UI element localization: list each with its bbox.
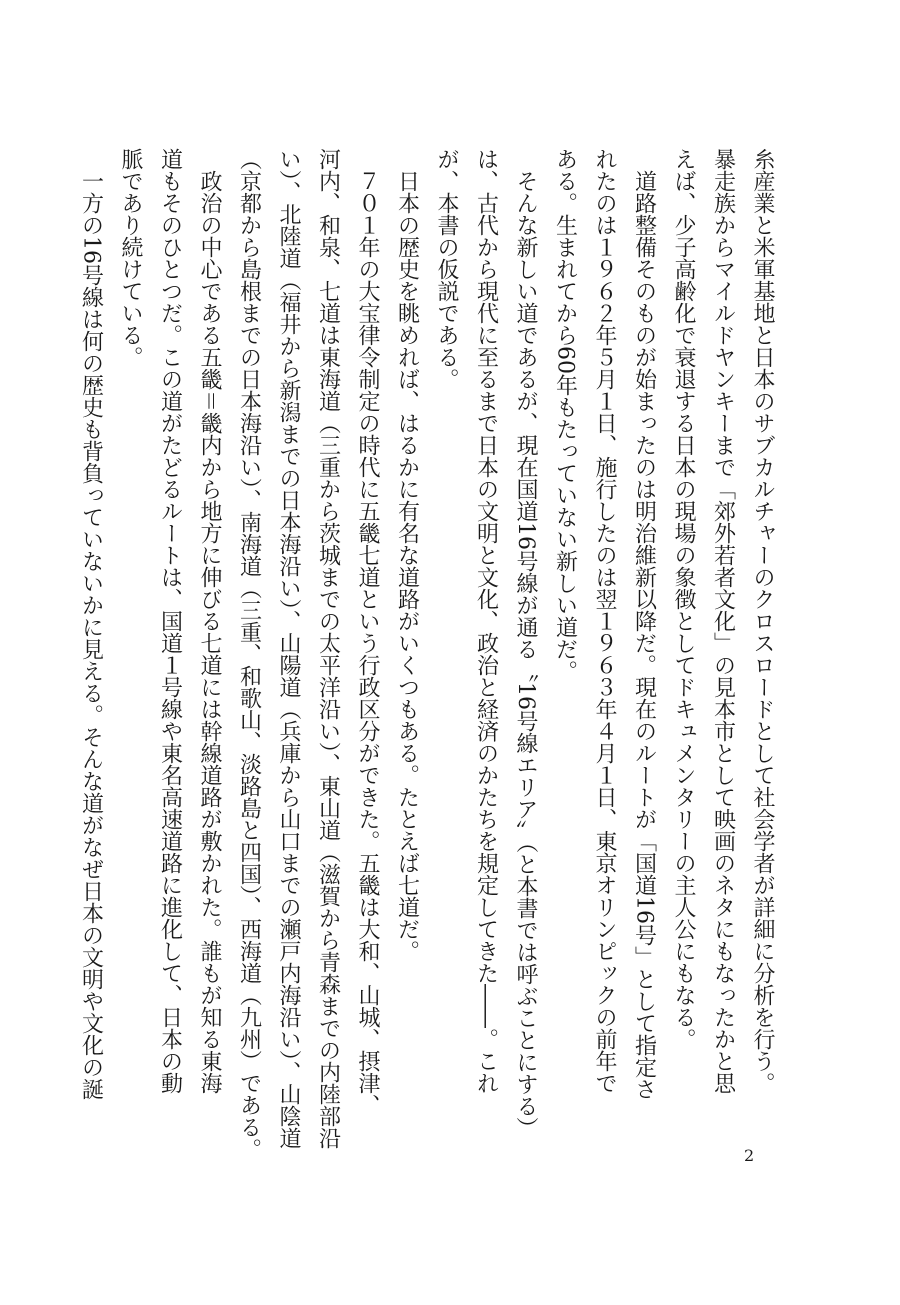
text-line: ７０１年の大宝律令制定の時代に五畿七道という行政区分ができた。五畿は大和、山城、摂津、 bbox=[355, 170, 380, 1116]
text-line: が、本書の仮説である。 bbox=[434, 148, 459, 390]
text-line: えば、少子高齢化で衰退する日本の現場の象徴としてドキュメンタリーの主人公にもなる。 bbox=[671, 148, 696, 1050]
text-line: い）、北陸道（福井から新潟までの日本海沿い）、山陽道（兵庫から山口までの瀬戸内海沿い）、山陰道 bbox=[276, 148, 301, 1149]
text-line: は、古代から現代に至るまで日本の文明と文化、政治と経済のかたちを規定してきた――。これ bbox=[473, 148, 499, 1094]
text-line: 糸産業と米軍基地と日本のサブカルチャーのクロスロードとして社会学者が詳細に分析を行う。 bbox=[750, 148, 775, 1094]
page-number: 2 bbox=[744, 1146, 755, 1165]
text-line: 暴走族からマイルドヤンキーまで「郊外若者文化」の見本市として映画のネタにもなったかと思 bbox=[710, 148, 736, 1094]
text-line: 日本の歴史を眺めれば、はるかに有名な道路がいくつもある。たとえば七道だ。 bbox=[394, 170, 420, 962]
text-line: 河内、和泉、七道は東海道（三重から茨城までの太平洋沿い）、東山道（滋賀から青森までの内陸部沿 bbox=[315, 148, 341, 1149]
text-line: （京都から島根までの日本海沿い）、南海道（三重、和歌山、淡路島と四国）、西海道（九州）である。 bbox=[236, 148, 262, 1160]
text-line: 道もそのひとつだ。この道がたどるルートは、国道１号線や東名高速道路に進化して、日本の動 bbox=[157, 148, 183, 1094]
text-line: れたのは１９６２年５月１日、施行したのは翌１９６３年４月１日、東京オリンピックの前年で bbox=[592, 148, 617, 1094]
text-line: そんな新しい道であるが、現在国道16号線が通る〝16号線エリア〟（と本書では呼ぶことにする） bbox=[513, 170, 538, 1139]
text-line: 道路整備そのものが始まったのは明治維新以降だ。現在のルートが「国道16号」として指定さ bbox=[631, 170, 657, 1100]
text-line: 政治の中心である五畿＝畿内から地方に伸びる七道には幹線道路が敷かれた。誰もが知る東海 bbox=[197, 170, 222, 1095]
vertical-text-block bbox=[78, 148, 782, 1160]
text-line: ある。生まれてから60年もたっていない新しい道だ。 bbox=[552, 148, 578, 682]
text-line: 一方の16号線は何の歴史も背負っていないかに見える。そんな道がなぜ日本の文明や文化の誕 bbox=[78, 170, 104, 1100]
text-line: 脈であり続けている。 bbox=[118, 148, 143, 368]
